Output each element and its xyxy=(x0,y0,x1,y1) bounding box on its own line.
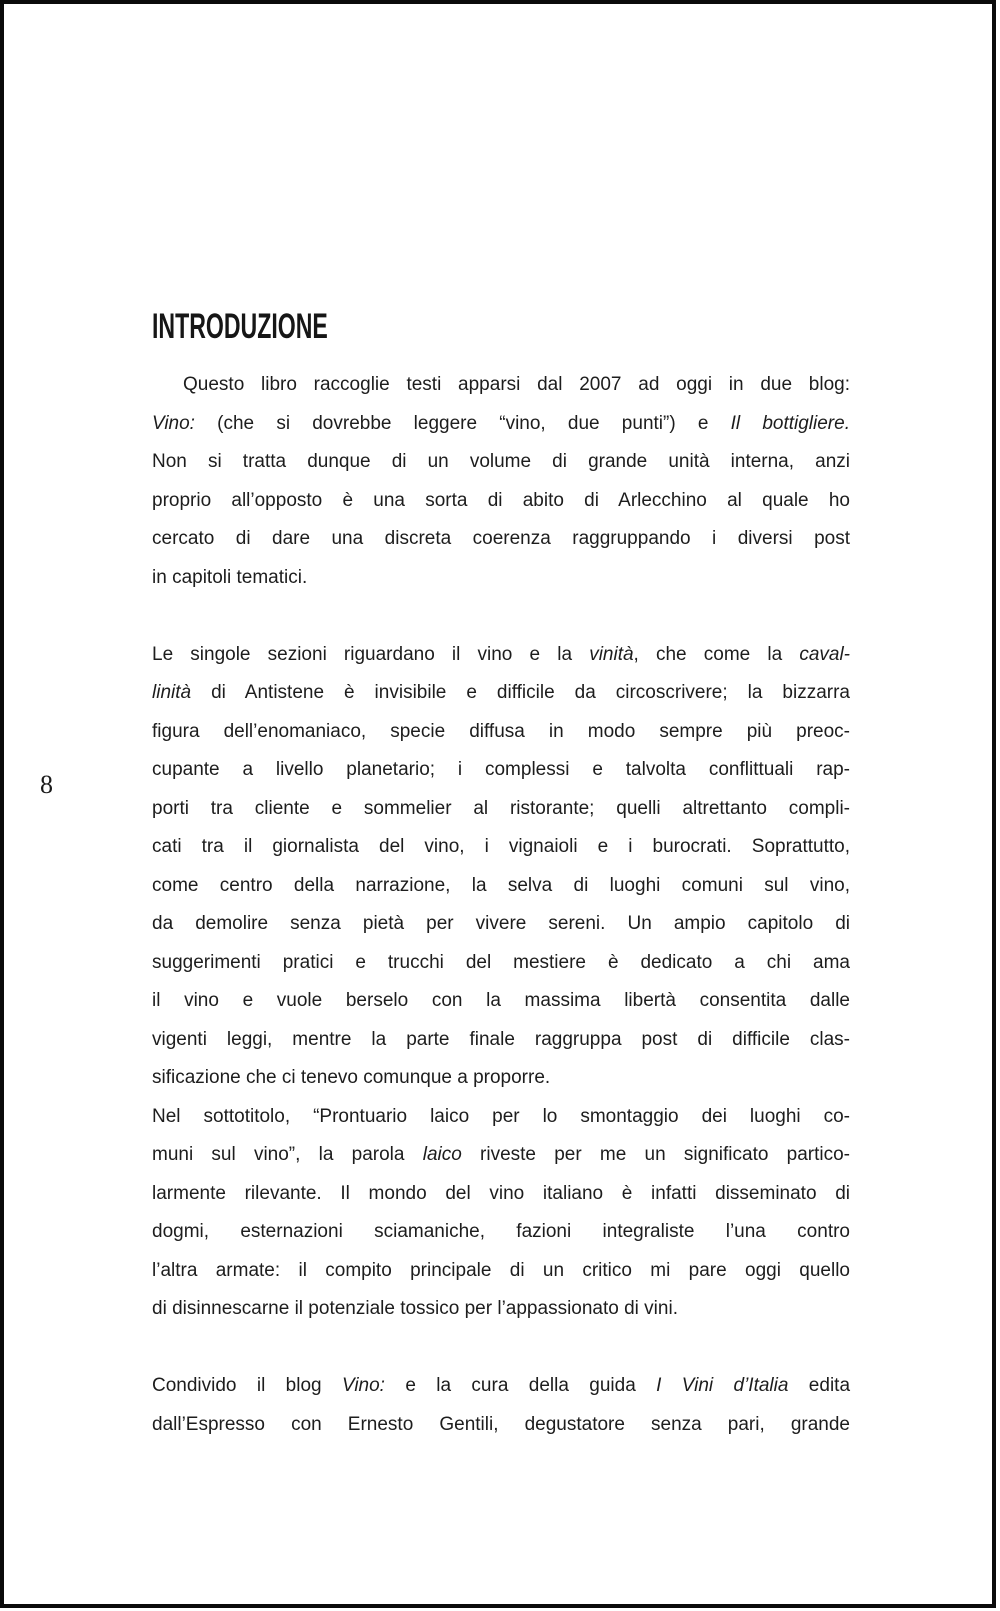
text-run: (che si dovrebbe leggere “vino, due punti”) e xyxy=(194,412,731,434)
text-run: dall’Espresso con Ernesto Gentili, degustatore senza pari, grande xyxy=(152,1413,850,1435)
text-line xyxy=(152,1059,850,1098)
text-line xyxy=(152,944,850,983)
text-run: Le singole sezioni riguardano il vino e la xyxy=(152,643,590,665)
text-line xyxy=(152,1367,850,1406)
page-number: 8 xyxy=(40,770,53,799)
text-run: in capitoli tematici. xyxy=(152,566,308,588)
text-run: sificazione che ci tenevo comunque a proporre. xyxy=(152,1067,551,1088)
text-run: proprio all’opposto è una sorta di abito di Arlecchino al quale ho xyxy=(152,489,850,511)
text-run: figura dell’enomaniaco, specie diffusa in modo sempre più preoc- xyxy=(152,720,850,742)
text-run: l’altra armate: il compito principale di un critico mi pare oggi quello xyxy=(152,1259,850,1281)
text-run: muni sul vino”, la parola xyxy=(152,1144,423,1165)
text-run: Nel sottotitolo, “Prontuario laico per lo smontaggio dei luoghi co- xyxy=(152,1105,850,1127)
text-run: e la cura della guida xyxy=(384,1375,657,1396)
text-run: cati tra il giornalista del vino, i vignaioli e i burocrati. Soprattutto, xyxy=(152,836,850,857)
text-run-italic: Vino: xyxy=(341,1375,385,1396)
text-run-italic: linità xyxy=(152,682,192,703)
text-run-italic: Il bottigliere. xyxy=(730,412,850,434)
text-line xyxy=(152,1175,850,1214)
text-run-italic: I Vini d’Italia xyxy=(656,1375,789,1396)
text-line xyxy=(152,828,850,867)
text-run: edita xyxy=(788,1375,851,1396)
text-line xyxy=(152,1290,850,1329)
text-run: riveste per me un significato partico- xyxy=(461,1144,850,1165)
text-run: il vino e vuole berselo con la massima libertà consentita dalle xyxy=(152,990,850,1011)
text-line xyxy=(152,790,850,829)
text-line xyxy=(152,1213,850,1252)
text-run: cupante a livello planetario; i complessi e talvolta conflittuali rap- xyxy=(152,759,850,780)
text-line xyxy=(152,751,850,790)
text-run: larmente rilevante. Il mondo del vino italiano è infatti disseminato di xyxy=(152,1182,850,1204)
text-line xyxy=(152,520,850,559)
text-run: come centro della narrazione, la selva di luoghi comuni sul vino, xyxy=(152,874,850,896)
text-run-italic: vinità xyxy=(589,643,634,665)
text-line xyxy=(152,713,850,752)
text-run: cercato di dare una discreta coerenza raggruppando i diversi post xyxy=(152,528,850,549)
text-line xyxy=(152,366,850,405)
text-line xyxy=(152,905,850,944)
text-line xyxy=(152,1098,850,1137)
text-run: Questo libro raccoglie testi apparsi dal 2007 ad oggi in due blog: xyxy=(183,374,850,395)
section-title: INTRODUZIONE xyxy=(152,307,328,346)
text-run: di disinnescarne il potenziale tossico per l’appassionato di vini. xyxy=(152,1298,678,1319)
text-run: Non si tratta dunque di un volume di grande unità interna, anzi xyxy=(152,451,850,472)
text-line xyxy=(152,482,850,521)
text-line xyxy=(152,559,850,598)
text-line xyxy=(152,405,850,444)
text-line xyxy=(152,1406,850,1445)
text-line xyxy=(152,1136,850,1175)
text-run: porti tra cliente e sommelier al ristorante; quelli altrettanto compli- xyxy=(152,797,850,819)
text-line xyxy=(152,1021,850,1060)
text-run-italic: laico xyxy=(422,1144,462,1165)
text-line xyxy=(152,674,850,713)
text-run: , che come la xyxy=(633,643,800,665)
text-line xyxy=(152,867,850,906)
text-run: Condivido il blog xyxy=(152,1375,342,1396)
text-run: da demolire senza pietà per vivere sereni. Un ampio capitolo di xyxy=(152,913,850,934)
text-line xyxy=(152,982,850,1021)
text-run: dogmi, esternazioni sciamaniche, fazioni integraliste l’una contro xyxy=(152,1221,850,1242)
text-run-italic: Vino: xyxy=(152,412,195,434)
body-text xyxy=(152,366,850,1444)
text-line xyxy=(152,1252,850,1291)
text-run-italic: caval- xyxy=(799,643,850,665)
text-line xyxy=(152,636,850,675)
text-line xyxy=(152,443,850,482)
text-run: suggerimenti pratici e trucchi del mestiere è dedicato a chi ama xyxy=(152,951,850,973)
text-run: vigenti leggi, mentre la parte finale raggruppa post di difficile clas- xyxy=(152,1028,850,1050)
text-run: di Antistene è invisibile e difficile da circoscrivere; la bizzarra xyxy=(191,682,850,703)
